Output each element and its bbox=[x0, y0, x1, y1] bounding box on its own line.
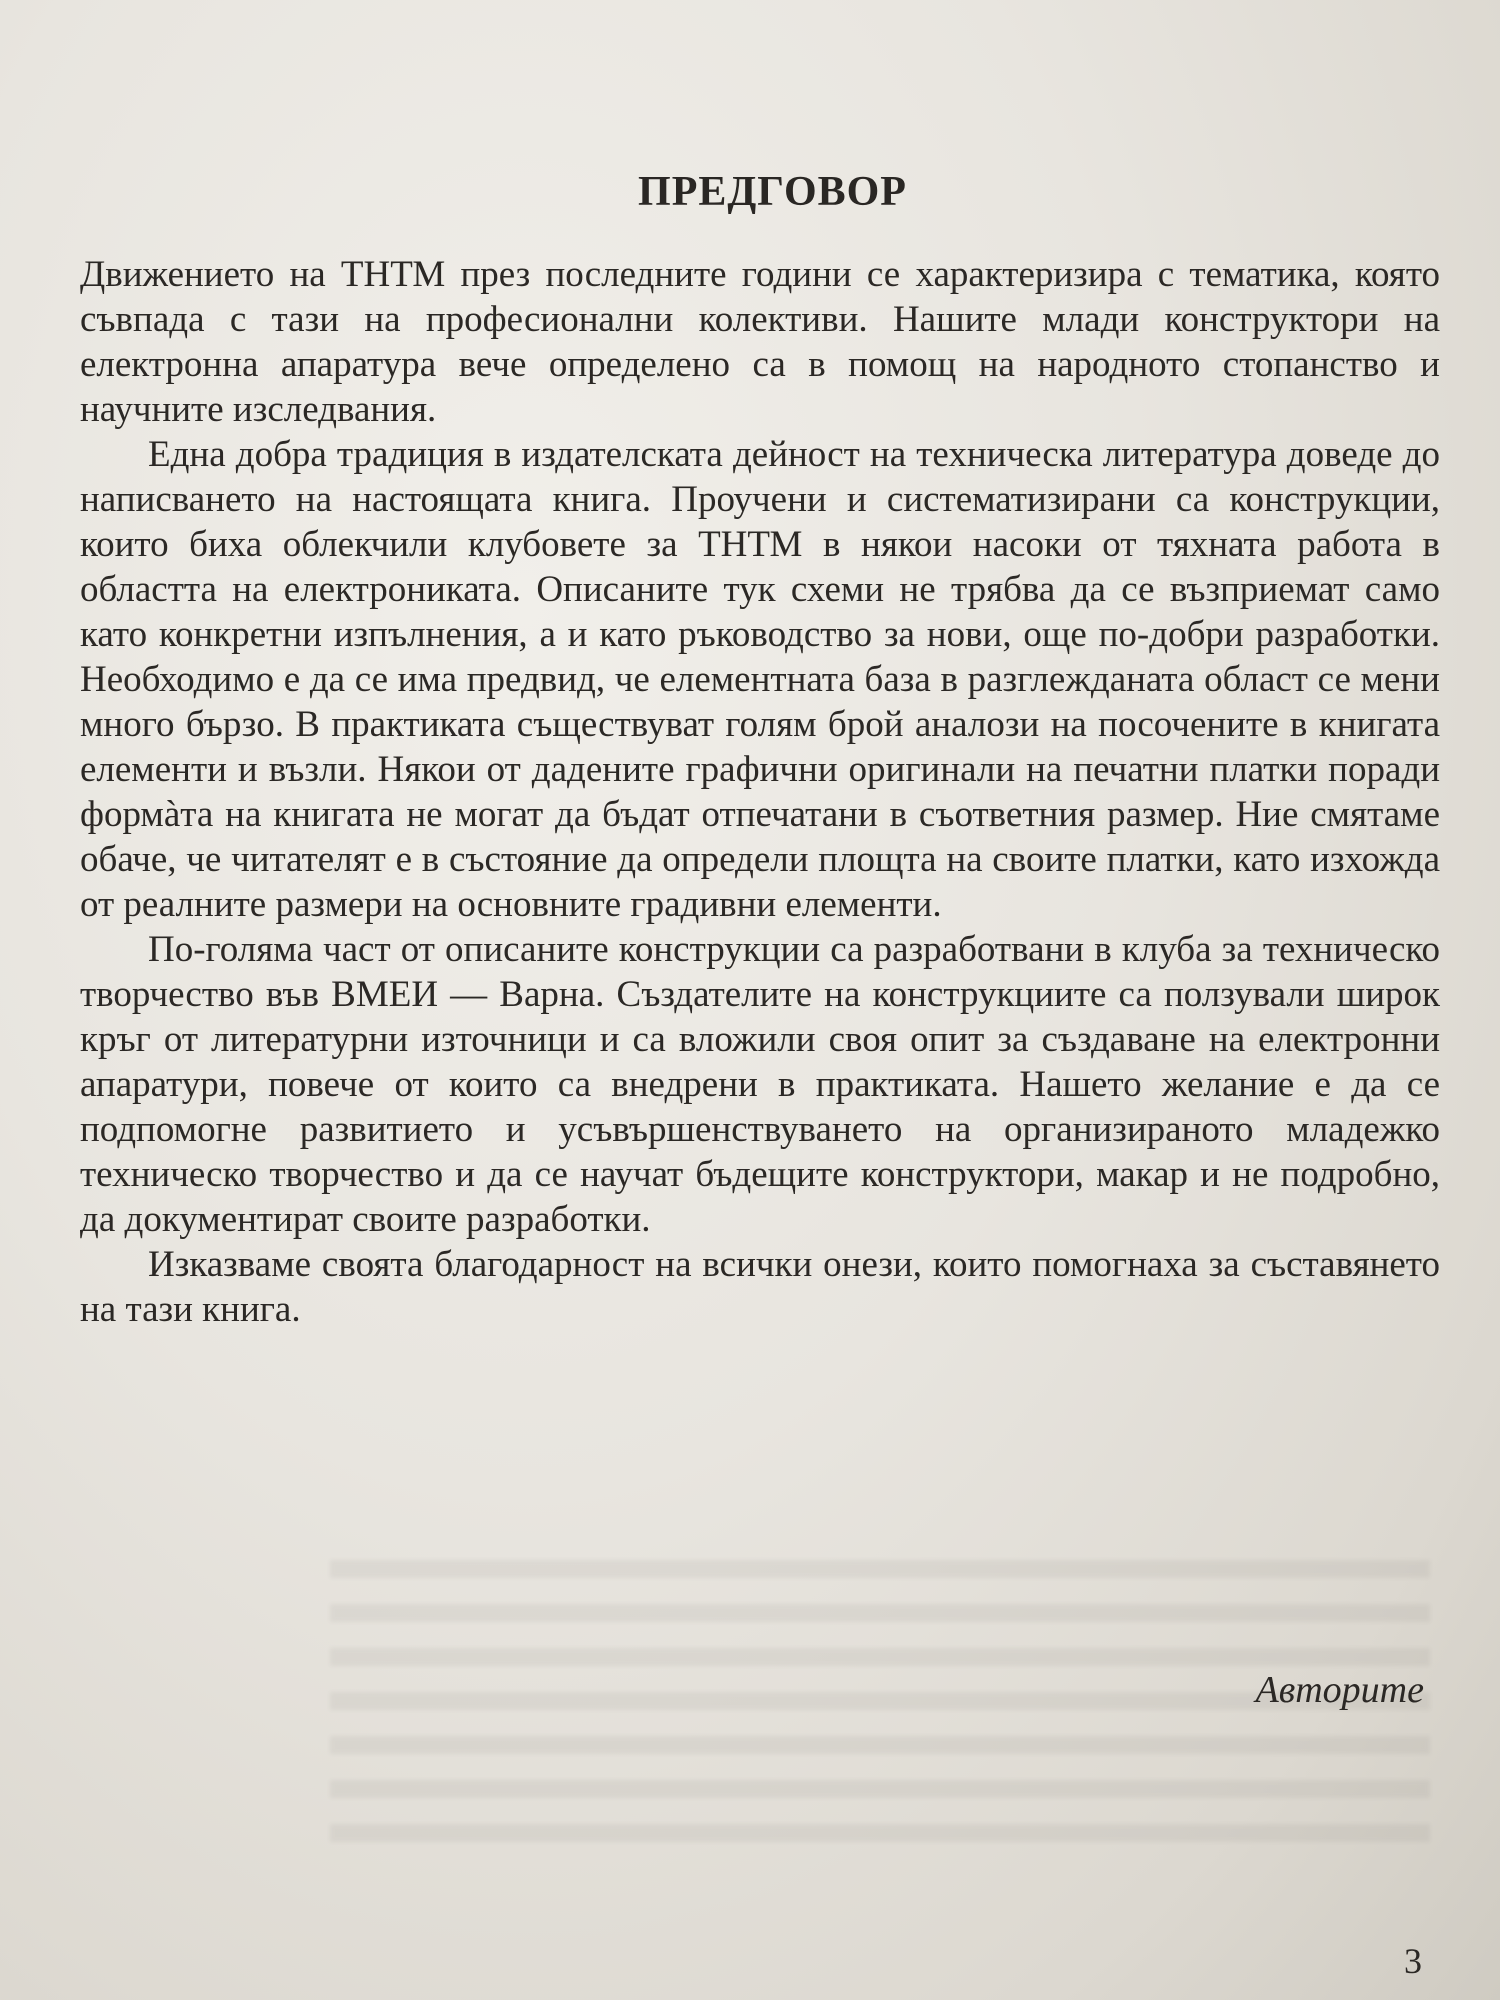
paragraph-2: Една добра традиция в издателската дейност на техническа литература доведе до написването на настоящата книга. Проучени и систематизирани са конструкции, които биха облекчили клубовете за ТНТМ в някои насоки от тяхната работа в областта на електрониката. Описаните тук схеми не трябва да се възприемат само като конкретни изпълнения, а и като ръководство за нови, още по-добри разработки. Необходимо е да се има предвид, че елементната база в разглежданата област се мени много бързо. В практиката съществуват голям брой аналози на посочените в книгата елементи и възли. Някои от дадените графични оригинали на печатни платки поради формàта на книгата не могат да бъдат отпечатани в съответния размер. Ние смятаме обаче, че читателят е в състояние да определи площта на своите платки, като изхожда от реалните размери на основните градивни елементи. bbox=[80, 434, 1440, 925]
page-title: ПРЕДГОВОР bbox=[638, 169, 907, 215]
paragraph-3: По-голяма част от описаните конструкции са разработвани в клуба за техническо творчество във ВМЕИ — Варна. Създателите на конструкциите са ползували широк кръг от литературни източници и са вложили своя опит за създаване на електронни апаратури, повече от които са внедрени в практиката. Нашето желание е да се подпомогне развитието и усъвършенствуването на организираното младежко техническо творчество и да се научат бъдещите конструктори, макар и не подробно, да документират своите разработки. bbox=[80, 929, 1440, 1240]
authors-signature: Авторите bbox=[1255, 1669, 1424, 1711]
paragraph-1: Движението на ТНТМ през последните години се характеризира с тематика, която съвпада с тази на професионални колективи. Нашите млади конструктори на електронна апаратура вече определено са в помощ на народното стопанство и научните изследвания. bbox=[80, 254, 1440, 430]
paragraph-4: Изказваме своята благодарност на всички онези, които помогнаха за съставянето на тази книга. bbox=[80, 1244, 1440, 1330]
page-number: 3 bbox=[1404, 1941, 1422, 1981]
preface-body bbox=[80, 252, 1440, 1332]
